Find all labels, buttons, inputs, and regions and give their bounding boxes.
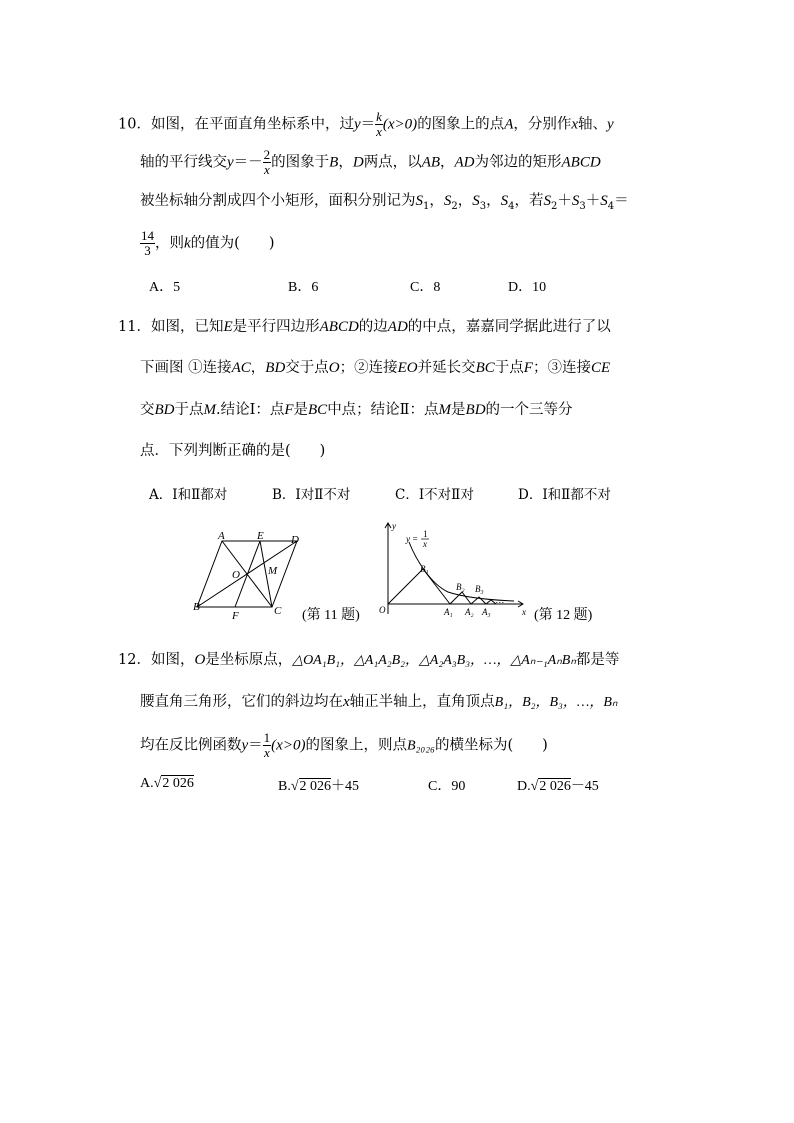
q10-line4: $\frac{14}{3}$ ，则k的值为( ) — [141, 228, 275, 258]
figure-12-caption: (第 12 题) — [534, 608, 593, 623]
label-e: E — [257, 530, 264, 542]
q12-option-a[interactable]: A.√2 026 — [140, 776, 194, 791]
label-a3: A₃ — [482, 607, 491, 617]
origin-label: O — [379, 605, 386, 615]
label-b3: B₃ — [475, 584, 484, 594]
q12-option-d[interactable]: D.√2 026－45 — [517, 779, 599, 794]
q11-option-b[interactable]: B．Ⅰ对Ⅱ不对 — [272, 487, 351, 503]
q12-line1: 12．如图，O是坐标原点，△OA₁B₁，△A₁A₂B₂，△A₂A₃B₃，…，△Aₙ₋₁AₙBₙ都是等 — [118, 652, 620, 668]
figure-11-caption: (第 11 题) — [302, 608, 360, 623]
label-a2: A₂ — [465, 607, 474, 617]
axis-label-y: y — [392, 521, 396, 531]
label-m: M — [268, 565, 278, 577]
label-o: O — [232, 569, 240, 581]
q11-line4: 点．下列判断正确的是( ) — [140, 443, 326, 459]
q10-line1: 10．如图，在平面直角坐标系中，过y＝ $\frac{k}{x}$ (x>0)的图象上的点A，分别作x轴、y — [118, 109, 614, 139]
axis-label-x: x — [522, 607, 526, 617]
label-ellipsis: … — [496, 595, 505, 605]
figure-12-graph — [376, 520, 536, 620]
q10-option-a[interactable]: A．5 — [149, 280, 181, 295]
label-f: F — [232, 610, 239, 620]
q11-option-a[interactable]: A．Ⅰ和Ⅱ都对 — [149, 487, 228, 503]
label-b: B — [193, 601, 200, 613]
svg-text:=: = — [412, 534, 419, 544]
label-a1: A₁ — [444, 607, 453, 617]
q10-frac-14-over-3: $\frac{14}{3}$ — [141, 228, 154, 258]
q12-line3: 均在反比例函数y＝ $\frac{1}{x}$ (x>0)的图象上，则点B₂₀₂₆的横坐标为( ) — [140, 730, 548, 760]
curve-label-num: 1 — [423, 529, 428, 539]
q10-frac-k-over-x: $\frac{k}{x}$ — [376, 109, 382, 139]
q12-line2: 腰直角三角形，它们的斜边均在x轴正半轴上，直角顶点B₁，B₂，B₃，…，Bₙ — [140, 694, 618, 710]
figure-11-parallelogram — [190, 528, 310, 620]
q10-line3: 被坐标轴分割成四个小矩形，面积分别记为$S_1$，$S_2$，$S_3$，$S_4$，若$S_2+S_3+S_4=$ — [140, 193, 629, 212]
q10-option-b[interactable]: B．6 — [288, 280, 319, 295]
label-a: A — [218, 530, 225, 542]
curve-label-den: x — [423, 539, 427, 549]
q12-option-b[interactable]: B.√2 026＋45 — [278, 779, 360, 794]
q10-line2: 轴的平行线交y＝－ $\frac{2}{x}$ 的图象于B，D两点，以AB，AD为邻边的矩形ABCD — [140, 147, 601, 177]
label-c: C — [274, 605, 282, 617]
label-d: D — [291, 534, 299, 546]
triangle-a2a3b3 — [471, 597, 486, 604]
triangle-oa1b1 — [388, 569, 450, 604]
q10-frac-2-over-x: $\frac{2}{x}$ — [263, 147, 271, 177]
label-b2: B₂ — [456, 582, 465, 592]
q10-option-c[interactable]: C．8 — [410, 280, 441, 295]
q11-line2: 下画图 ①连接AC，BD交于点O；②连接EO并延长交BC于点F；③连接CE — [140, 360, 611, 376]
q12-frac-1-over-x: $\frac{1}{x}$ — [263, 730, 271, 760]
triangle-small — [486, 600, 496, 604]
q11-option-d[interactable]: D．Ⅰ和Ⅱ都不对 — [518, 487, 611, 503]
q10-option-d[interactable]: D．10 — [508, 280, 547, 295]
q11-line3: 交BD于点M.结论Ⅰ：点F是BC中点；结论Ⅱ：点M是BD的一个三等分 — [140, 402, 573, 418]
q12-option-c[interactable]: C．90 — [428, 779, 466, 794]
q11-line1: 11．如图，已知E是平行四边形ABCD的边AD的中点，嘉嘉同学据此进行了以 — [118, 319, 611, 335]
curve-label-y: y — [406, 534, 410, 544]
q11-option-c[interactable]: C．Ⅰ不对Ⅱ对 — [395, 487, 474, 503]
label-b1: B₁ — [420, 564, 429, 574]
